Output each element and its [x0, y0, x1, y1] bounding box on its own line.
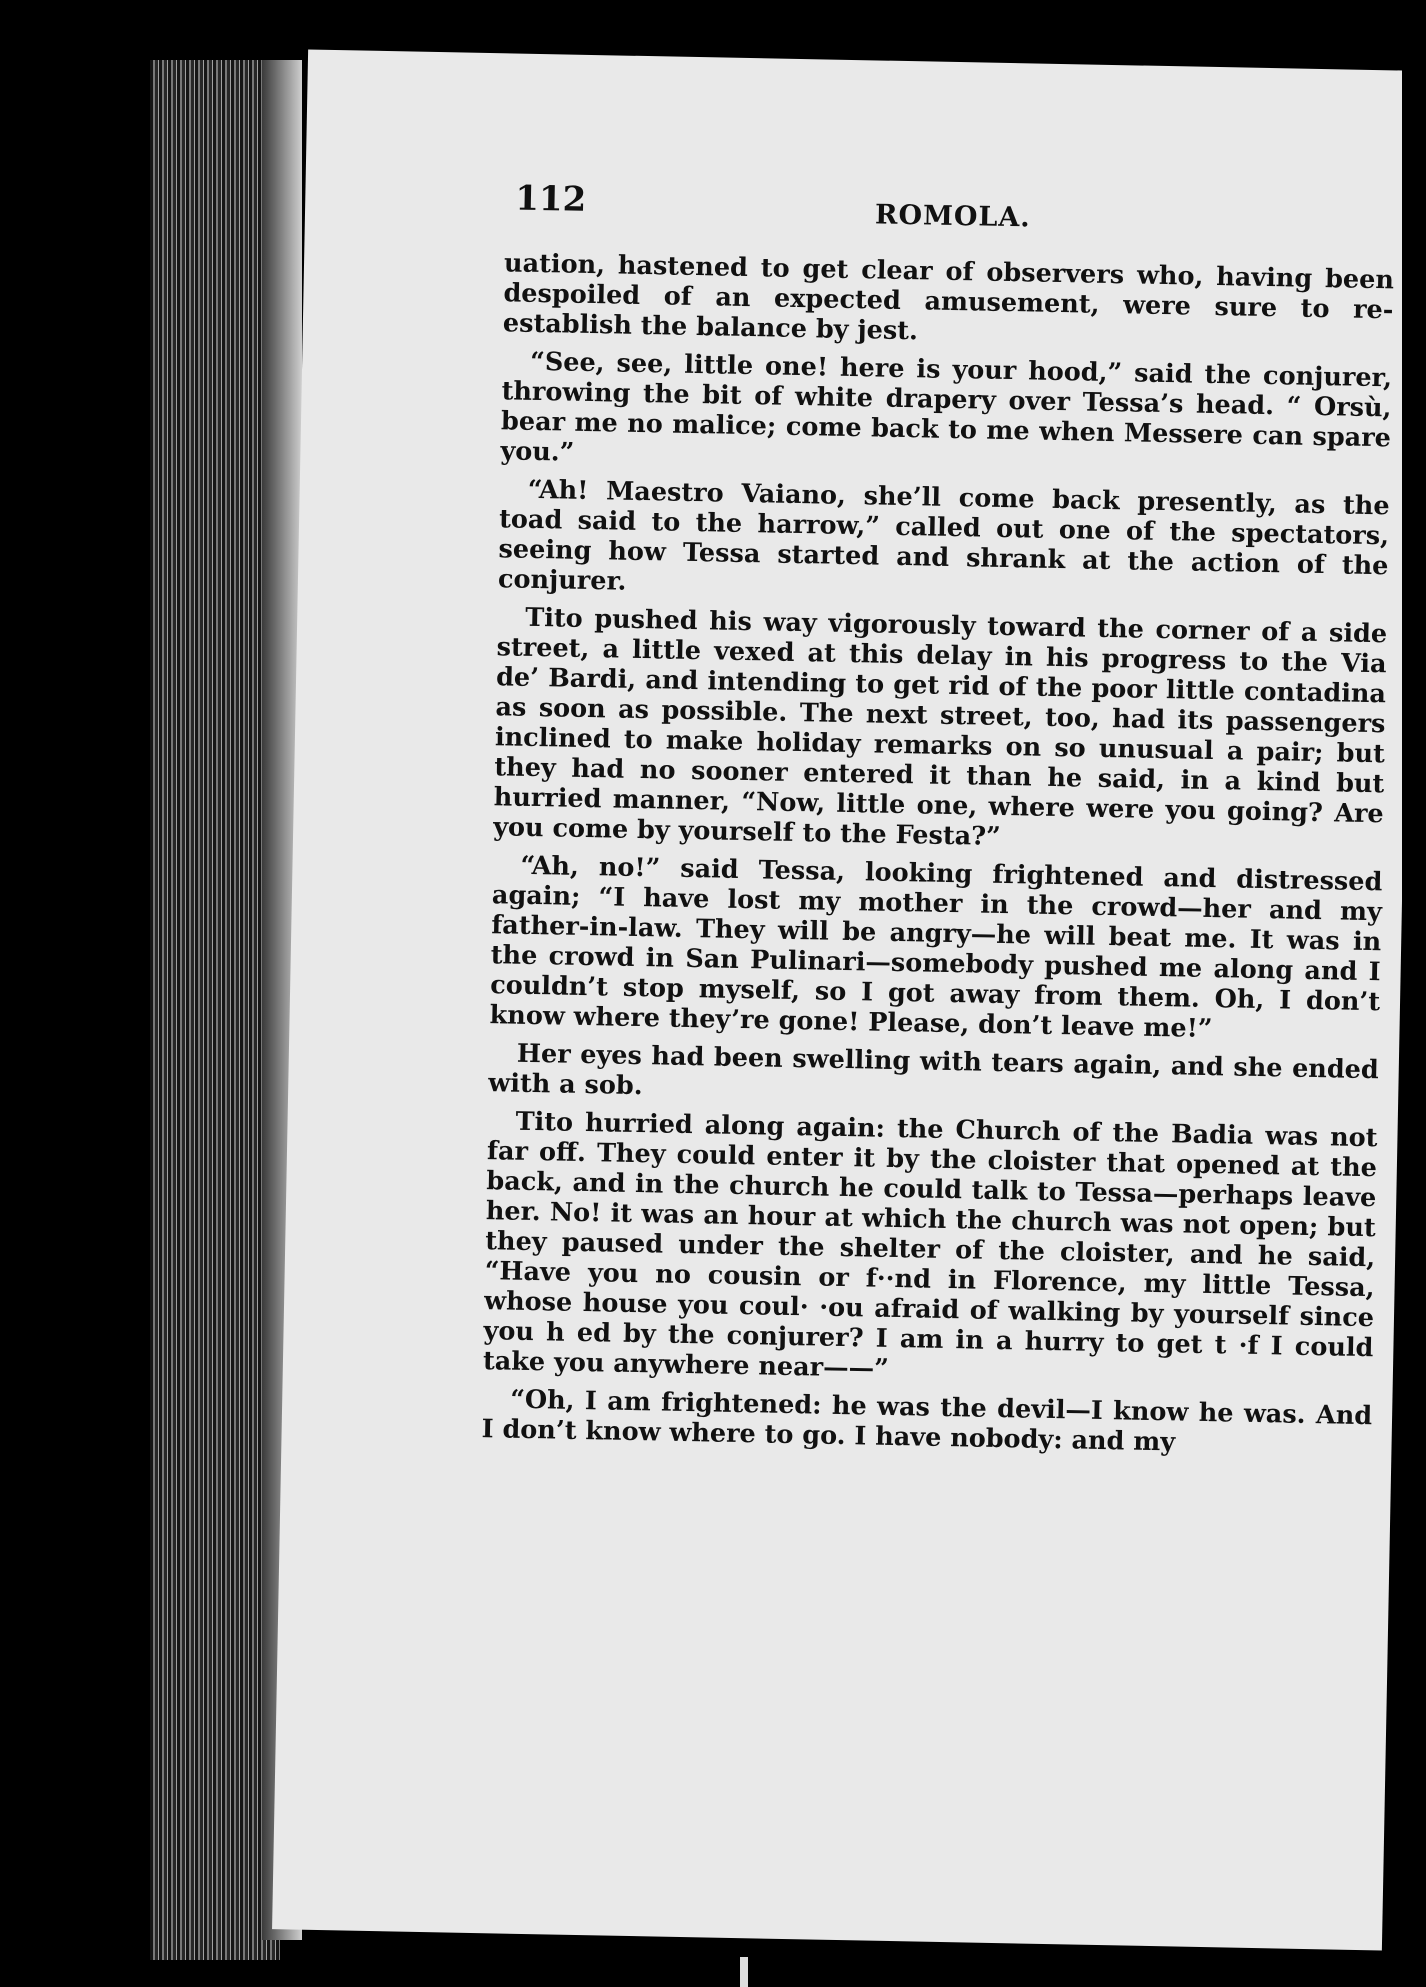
page-edge-stack	[150, 60, 280, 1960]
paragraph: “Ah, no!” said Tessa, looking frightened and distressed again; “I have lost my mother in the crowd—her and my father-in-law. They will be angry—he will beat me. It was in the crowd in San Pulinari—somebody pushed me along and I couldn’t stop myself, so I got away from them. Oh, I don’t know where they’re gone! Please, don’t leave me!”	[489, 850, 1383, 1045]
paragraph: Tito hurried along again: the Church of the Badia was not far off. They could enter it by the cloister that opened at the back, and in the church he could talk to Tessa—perhaps leave her. No! it was an hour at which the church was not open; but they paused under the shelter of the cloister, and he said, “Have you no cousin or f··nd in Florence, my little Tessa, whose house you coul· ·ou afraid of walking by yourself since you h ed by the conjurer? I am in a hurry to get t ·f I could take you anywhere near——”	[482, 1106, 1378, 1384]
paragraph: Her eyes had been swelling with tears again, and she ended with a sob.	[488, 1038, 1380, 1102]
paragraph: “Oh, I am frightened: he was the devil—I know he was. And I don’t know where to go. I have nobody: and my	[481, 1384, 1373, 1458]
paragraph: Tito pushed his way vigorously toward the corner of a side street, a little vexed at this delay in his progress to the Via de’ Bardi, and intending to get rid of the poor little contadina as soon as possible. The next street, too, had its passengers inclined to make holiday remarks on so unusual a pair; but they had no sooner entered it than he said, in a kind but hurried manner, “Now, little one, where were you going? Are you come by yourself to the Festa?”	[492, 602, 1388, 852]
paragraph: uation, hastened to get clear of observers who, having been despoiled of an expected amusement, were sure to re-establish the balance by jest.	[502, 248, 1395, 347]
page-header	[515, 179, 1396, 256]
paragraph: “See, see, little one! here is your hood,” said the conjurer, throwing the bit of white drapery over Tessa’s head. “ Orsù, bear me no malice; come back to me when Messere can spare you.”	[500, 346, 1393, 468]
scan-bottom-mark	[740, 1957, 748, 1987]
scan-right-edge	[1402, 0, 1426, 1987]
page-number: 112	[514, 178, 587, 220]
book-page	[272, 50, 1418, 1951]
body-text	[481, 248, 1394, 1469]
paragraph: “Ah! Maestro Vaiano, she’ll come back presently, as the toad said to the harrow,” called out one of the spectators, seeing how Tessa started and shrank at the action of the conjurer.	[497, 474, 1390, 597]
running-head: ROMOLA.	[874, 199, 1032, 234]
